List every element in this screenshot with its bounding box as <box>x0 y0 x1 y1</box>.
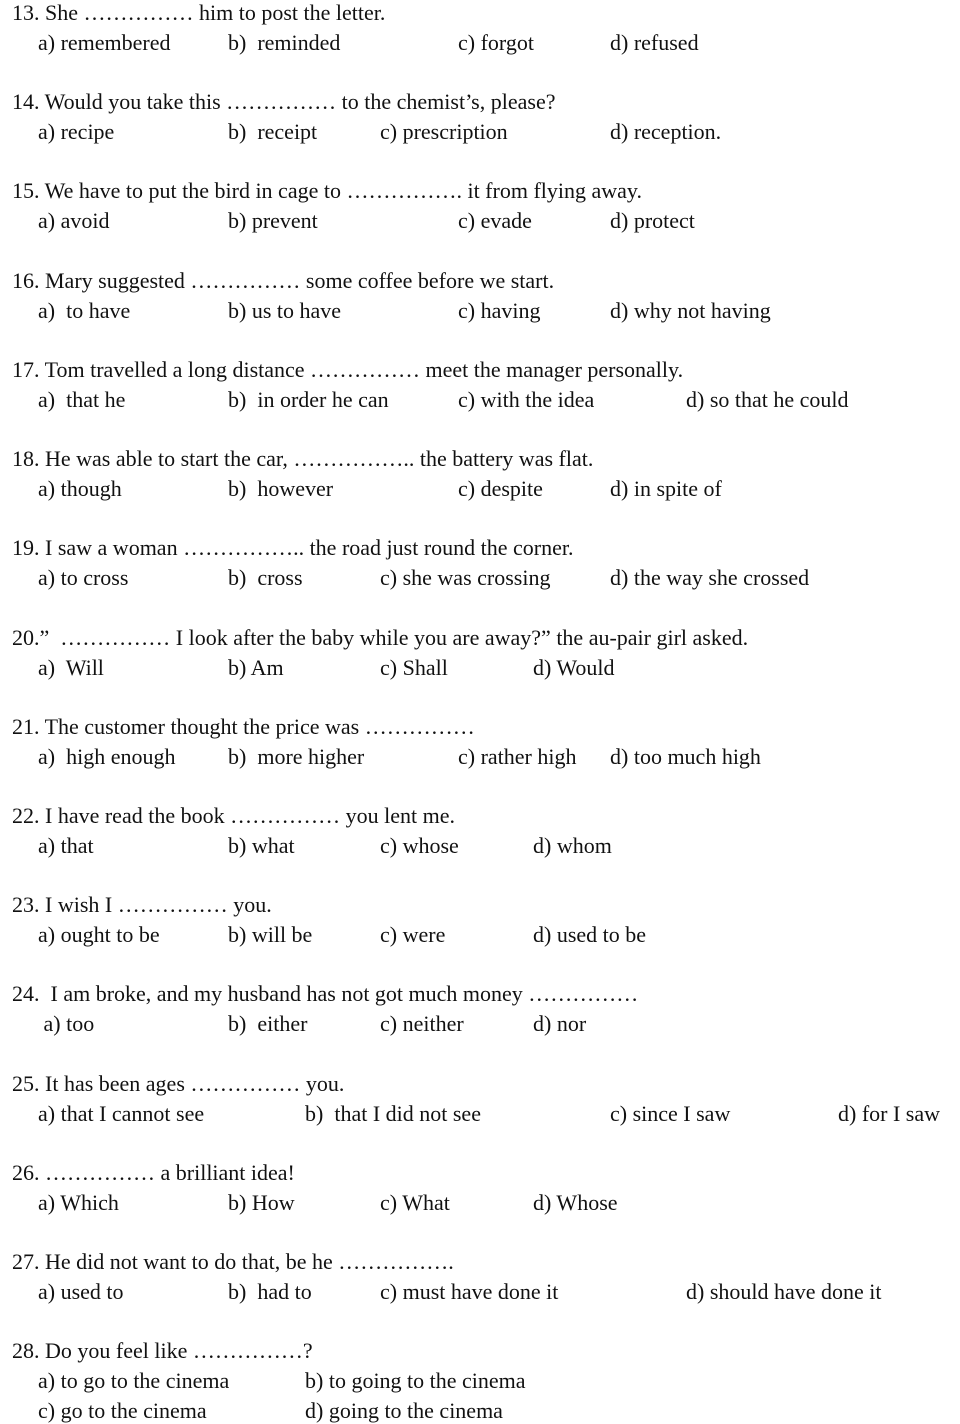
answer-option: b) had to <box>228 1279 312 1304</box>
answer-option: c) must have done it <box>380 1279 559 1304</box>
answer-option: d) protect <box>610 208 695 233</box>
answer-option: c) having <box>458 298 541 323</box>
question-item <box>0 535 960 597</box>
question-stem: 27. He did not want to do that, be he ……………. <box>12 1249 454 1274</box>
answer-option: a) avoid <box>38 208 110 233</box>
answer-option: a) high enough <box>38 744 176 769</box>
answer-option: b) us to have <box>228 298 342 323</box>
answer-option: d) why not having <box>610 298 771 323</box>
question-item <box>0 1160 960 1222</box>
answer-option: a) too <box>38 1011 95 1036</box>
answer-option: a) though <box>38 476 122 501</box>
answer-option: c) prescription <box>380 119 508 144</box>
question-item <box>0 625 960 687</box>
answer-option: c) whose <box>380 833 459 858</box>
answer-option: c) she was crossing <box>380 565 551 590</box>
question-stem: 19. I saw a woman …………….. the road just round the corner. <box>12 535 574 560</box>
question-stem: 21. The customer thought the price was …………… <box>12 714 475 739</box>
answer-option: a) ought to be <box>38 922 160 947</box>
answer-option: b) that I did not see <box>305 1101 481 1126</box>
answer-option: d) going to the cinema <box>305 1398 503 1423</box>
answer-option: b) to going to the cinema <box>305 1368 526 1393</box>
answer-option: c) rather high <box>458 744 577 769</box>
question-item <box>0 178 960 240</box>
answer-option: a) to go to the cinema <box>38 1368 230 1393</box>
question-item <box>0 1071 960 1133</box>
answer-option: b) prevent <box>228 208 318 233</box>
answer-option: c) go to the cinema <box>38 1398 207 1423</box>
answer-option: b) Am <box>228 655 284 680</box>
answer-option: d) in spite of <box>610 476 722 501</box>
question-stem: 16. Mary suggested …………… some coffee before we start. <box>12 268 555 293</box>
answer-option: b) reminded <box>228 30 341 55</box>
answer-option: d) reception. <box>610 119 722 144</box>
question-item <box>0 892 960 954</box>
answer-option: d) should have done it <box>686 1279 882 1304</box>
answer-option: a) used to <box>38 1279 124 1304</box>
question-stem: 22. I have read the book …………… you lent me. <box>12 803 455 828</box>
question-stem: 18. He was able to start the car, …………….. the battery was flat. <box>12 446 594 471</box>
answer-option: d) used to be <box>533 922 647 947</box>
answer-option: b) receipt <box>228 119 318 144</box>
answer-option: a) that he <box>38 387 126 412</box>
answer-option: a) to have <box>38 298 131 323</box>
answer-option: c) What <box>380 1190 450 1215</box>
answer-option: d) refused <box>610 30 699 55</box>
answer-option: c) Shall <box>380 655 448 680</box>
question-stem: 26. …………… a brilliant idea! <box>12 1160 295 1185</box>
question-stem: 13. She …………… him to post the letter. <box>12 0 386 25</box>
answer-option: a) recipe <box>38 119 115 144</box>
question-item <box>0 357 960 419</box>
question-item <box>0 981 960 1043</box>
answer-option: b) cross <box>228 565 303 590</box>
answer-option: d) Would <box>533 655 615 680</box>
answer-option: a) to cross <box>38 565 129 590</box>
answer-option: b) will be <box>228 922 313 947</box>
question-item <box>0 89 960 151</box>
question-item <box>0 446 960 508</box>
question-stem: 23. I wish I …………… you. <box>12 892 272 917</box>
answer-option: b) what <box>228 833 295 858</box>
question-item <box>0 1249 960 1311</box>
answer-option: a) remembered <box>38 30 171 55</box>
answer-option: b) either <box>228 1011 308 1036</box>
answer-option: c) forgot <box>458 30 534 55</box>
answer-option: d) so that he could <box>686 387 849 412</box>
answer-option: b) however <box>228 476 334 501</box>
answer-option: a) that I cannot see <box>38 1101 205 1126</box>
answer-option: c) were <box>380 922 446 947</box>
answer-option: d) whom <box>533 833 612 858</box>
answer-option: c) despite <box>458 476 543 501</box>
question-item <box>0 268 960 330</box>
answer-option: d) the way she crossed <box>610 565 810 590</box>
answer-option: b) How <box>228 1190 295 1215</box>
answer-option: c) neither <box>380 1011 464 1036</box>
answer-option: a) Will <box>38 655 104 680</box>
question-item <box>0 1338 960 1423</box>
question-stem: 17. Tom travelled a long distance …………… meet the manager personally. <box>12 357 684 382</box>
question-item <box>0 803 960 865</box>
answer-option: a) Which <box>38 1190 119 1215</box>
question-stem: 15. We have to put the bird in cage to ……………. it from flying away. <box>12 178 642 203</box>
answer-option: b) in order he can <box>228 387 389 412</box>
answer-option: a) that <box>38 833 94 858</box>
question-stem: 14. Would you take this …………… to the chemist’s, please? <box>12 89 556 114</box>
question-stem: 24. I am broke, and my husband has not got much money …………… <box>12 981 639 1006</box>
answer-option: d) Whose <box>533 1190 618 1215</box>
question-item <box>0 714 960 776</box>
answer-option: d) too much high <box>610 744 761 769</box>
question-stem: 28. Do you feel like ……………? <box>12 1338 313 1363</box>
answer-option: c) evade <box>458 208 532 233</box>
question-item <box>0 0 960 62</box>
question-stem: 20.” …………… I look after the baby while you are away?” the au-pair girl asked. <box>12 625 749 650</box>
answer-option: d) for I saw <box>838 1101 941 1126</box>
question-stem: 25. It has been ages …………… you. <box>12 1071 345 1096</box>
answer-option: b) more higher <box>228 744 365 769</box>
answer-option: d) nor <box>533 1011 587 1036</box>
answer-option: c) with the idea <box>458 387 595 412</box>
answer-option: c) since I saw <box>610 1101 731 1126</box>
